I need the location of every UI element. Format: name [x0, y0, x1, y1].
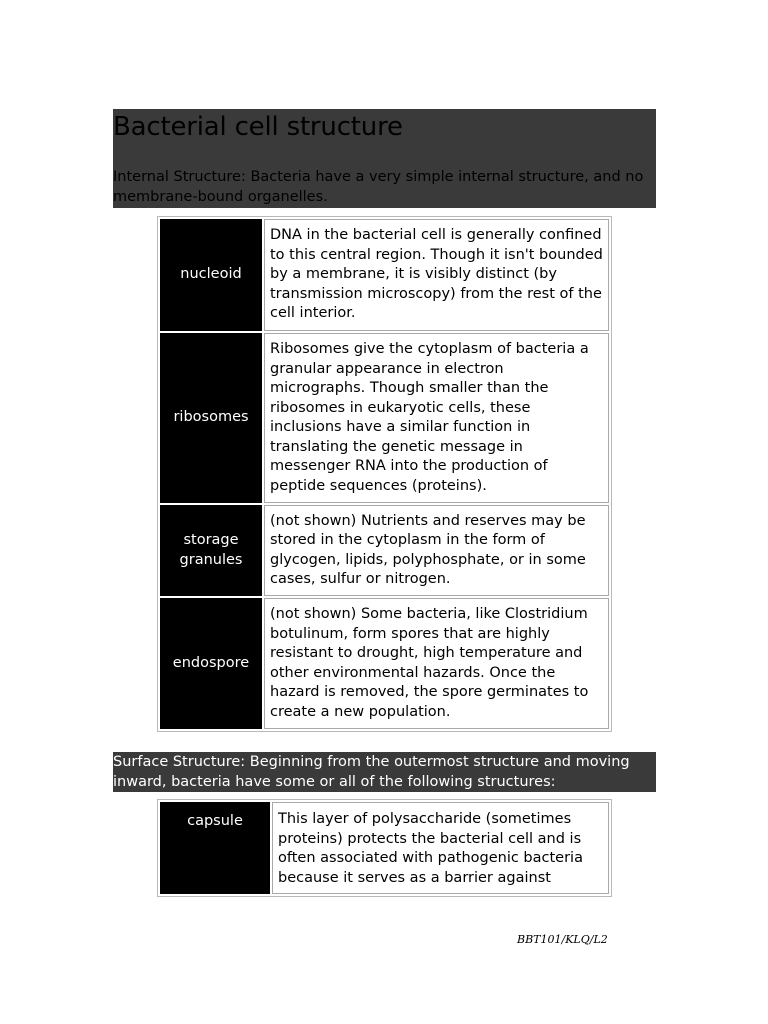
description-cell: DNA in the bacterial cell is generally confined to this central region. Though it isn't bounded by a membrane, it is visibly distinct (by transmission microscopy) from the rest of the cell interior. [264, 219, 609, 331]
table-row [160, 598, 609, 729]
internal-structure-table [157, 216, 612, 732]
surface-structure-intro: Surface Structure: Beginning from the outermost structure and moving inward, bacteria have some or all of the following structures: [113, 754, 630, 790]
internal-structure-intro: Internal Structure: Bacteria have a very simple internal structure, and no membrane-bound organelles. [113, 169, 644, 205]
page-title: Bacterial cell structure [113, 112, 403, 142]
page-footer-code: BBT101/KLQ/L2 [517, 933, 608, 946]
table-row [160, 802, 609, 894]
surface-structure-table [157, 799, 612, 897]
table-row [160, 219, 609, 331]
internal-structure-header [113, 109, 656, 208]
term-cell: capsule [160, 802, 270, 894]
table-row [160, 333, 609, 503]
description-cell: Ribosomes give the cytoplasm of bacteria a granular appearance in electron micrographs. Though smaller than the ribosomes in eukaryotic cells, these inclusions have a similar function in translating the genetic message in messenger RNA into the production of peptide sequences (proteins). [264, 333, 609, 503]
term-cell: ribosomes [160, 333, 262, 503]
term-cell: endospore [160, 598, 262, 729]
table-row [160, 505, 609, 596]
surface-structure-header [113, 752, 656, 792]
term-cell: storage granules [160, 505, 262, 596]
description-cell: (not shown) Nutrients and reserves may be stored in the cytoplasm in the form of glycogen, lipids, polyphosphate, or in some cases, sulfur or nitrogen. [264, 505, 609, 596]
description-cell: (not shown) Some bacteria, like Clostridium botulinum, form spores that are highly resistant to drought, high temperature and other environmental hazards. Once the hazard is removed, the spore germinates to create a new population. [264, 598, 609, 729]
term-cell: nucleoid [160, 219, 262, 331]
description-cell: This layer of polysaccharide (sometimes proteins) protects the bacterial cell and is often associated with pathogenic bacteria because it serves as a barrier against [272, 802, 609, 894]
